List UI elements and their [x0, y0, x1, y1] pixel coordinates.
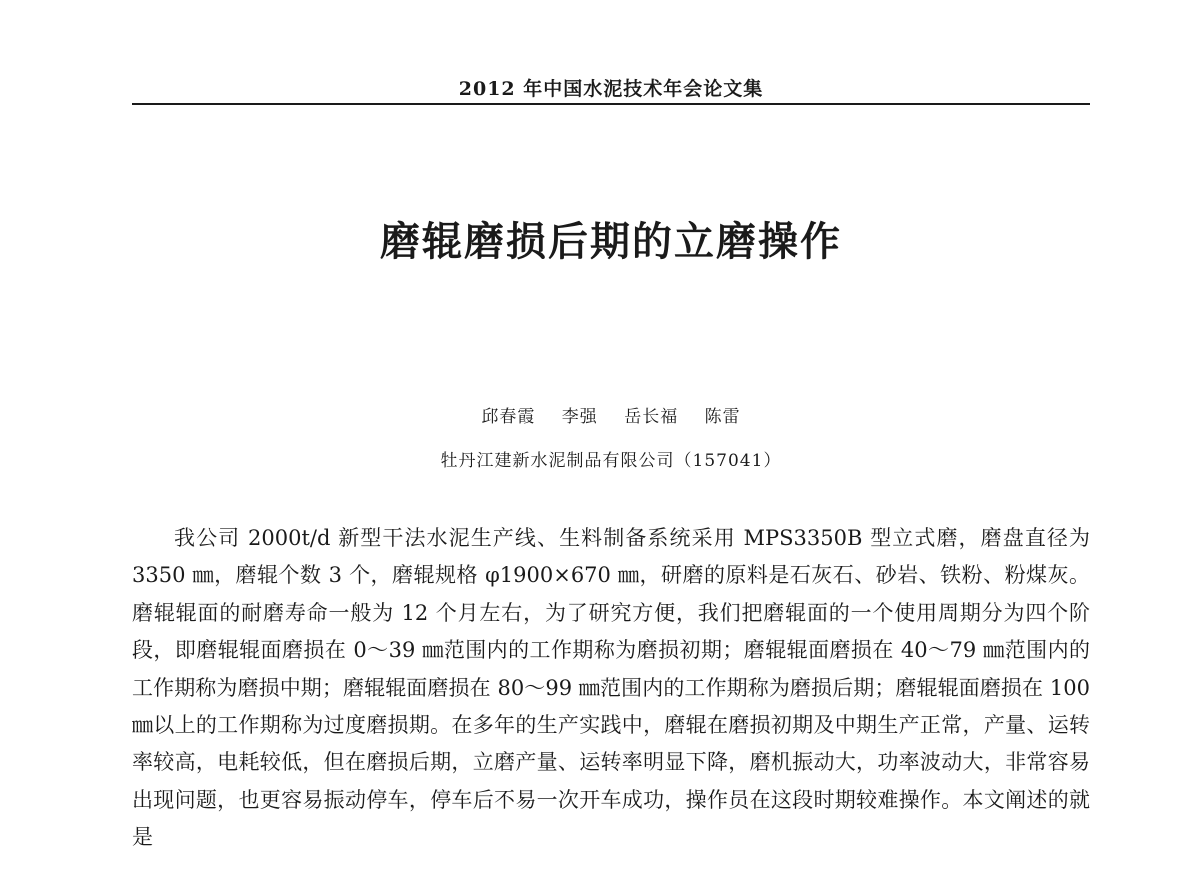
author-name: 陈雷	[704, 407, 741, 427]
author-list	[132, 402, 1090, 427]
header-rule	[132, 103, 1090, 105]
author-affiliation: 牡丹江建新水泥制品有限公司（157041）	[440, 451, 782, 471]
running-header: 2012 年中国水泥技术年会论文集	[458, 78, 764, 100]
author-name: 李强	[561, 407, 598, 427]
author-name: 岳长福	[624, 407, 679, 427]
article-body	[132, 520, 1090, 892]
body-paragraph: 我公司 2000t/d 新型干法水泥生产线、生料制备系统采用 MPS3350B 型立式磨，磨盘直径为 3350 ㎜，磨辊个数 3 个，磨辊规格 φ1900×670 ㎜，研磨的原料是石灰石、砂岩、铁粉、粉煤灰。磨辊辊面的耐磨寿命一般为 12 个月左右，为了研究方便，我们把磨辊面的一个使用周期分为四个阶段，即磨辊辊面磨损在 0～39 ㎜范围内的工作期称为磨损初期；磨辊辊面磨损在 40～79 ㎜范围内的工作期称为磨损中期；磨辊辊面磨损在 80～99 ㎜范围内的工作期称为磨损后期；磨辊辊面磨损在 100 ㎜以上的工作期称为过度磨损期。在多年的生产实践中，磨辊在磨损初期及中期生产正常，产量、运转率较高，电耗较低，但在磨损后期，立磨产量、运转率明显下降，磨机振动大，功率波动大，非常容易出现问题，也更容易振动停车，停车后不易一次开车成功，操作员在这段时期较难操作。本文阐述的就是	[132, 526, 1090, 850]
author-name: 邱春霞	[481, 407, 536, 427]
article-title: 磨辊磨损后期的立磨操作	[380, 219, 842, 265]
